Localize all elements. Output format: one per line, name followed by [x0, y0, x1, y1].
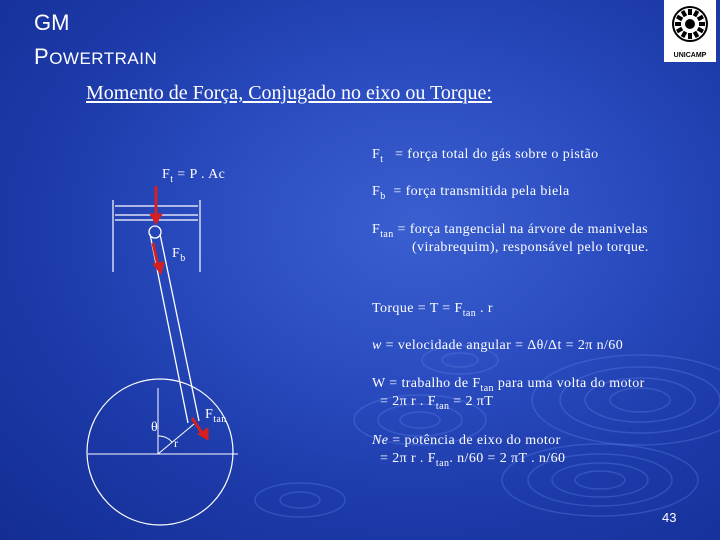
theta-arc	[158, 436, 172, 442]
eq-power-line2: = 2π r . $F_{tan}$. n/60 = 2 πT . n/60	[380, 451, 566, 469]
def-fb: $F_b$ = força transmitida pela biela	[372, 184, 570, 202]
label-ft-equation: $F_t = P$ . Ac	[162, 167, 226, 185]
logo-text: UNICAMP	[673, 52, 707, 59]
brand-powertrain: POWERTRAIN	[34, 44, 158, 69]
eq-power: Ne = potência de eixo do motor	[372, 433, 561, 448]
label-r: r	[174, 436, 179, 450]
slide-title: Momento de Força, Conjugado no eixo ou Torque:	[86, 82, 492, 104]
arrow-fb-head	[153, 262, 164, 274]
def-ft: $F_t$ = força total do gás sobre o pistão	[372, 147, 599, 165]
brand-gm: GM	[34, 10, 70, 35]
page-number: 43	[662, 510, 677, 525]
label-fb: $F_b$	[172, 246, 186, 264]
eq-torque: Torque = $T = F_{tan}$ . r	[372, 301, 493, 319]
eq-work-line2: = 2π r . $F_{tan} = 2$ πT	[380, 394, 494, 412]
label-ftan: $F_{tan}$	[205, 407, 227, 425]
eq-omega: w = velocidade angular = Δθ/Δt = 2π n/60	[372, 338, 624, 353]
def-ftan: $F_{tan}$ = força tangencial na árvore de manivelas	[372, 222, 649, 240]
label-theta: θ	[151, 420, 159, 435]
def-ftan-line2: (virabrequim), responsável pelo torque.	[412, 240, 649, 255]
force-arrows	[150, 186, 208, 440]
arrow-ft-head	[150, 214, 162, 224]
eq-work: W = trabalho de $F_{tan}$ para uma volta do motor	[372, 376, 645, 394]
